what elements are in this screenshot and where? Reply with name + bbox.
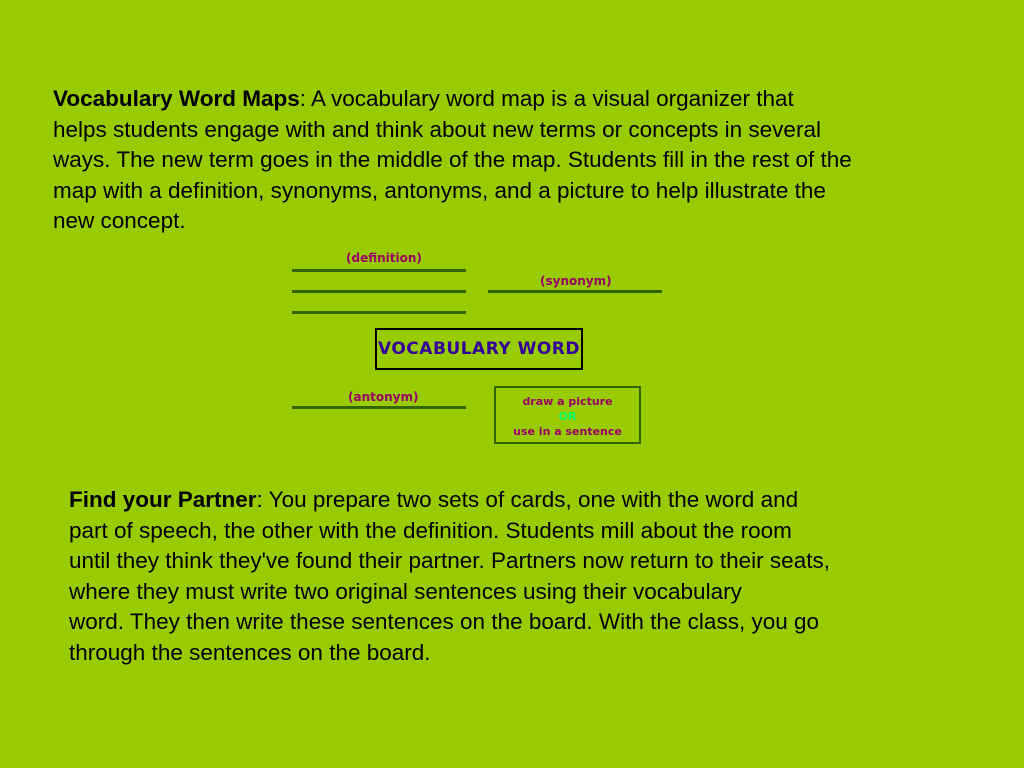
vocabulary-word-box: VOCABULARY WORD [375,328,583,370]
antonym-label: (antonym) [348,390,419,404]
vocabulary-word-maps-heading: Vocabulary Word Maps [53,86,300,111]
find-your-partner-paragraph [69,485,969,668]
or-label: OR [558,410,577,423]
paragraph-line: word. They then write these sentences on the board. With the class, you go [69,609,820,634]
definition-label: (definition) [346,251,422,265]
definition-line-1 [292,269,466,272]
paragraph-line: helps students engage with and think about new terms or concepts in several [53,116,821,142]
definition-line-2 [292,290,466,293]
paragraph-line: through the sentences on the board. [69,639,431,665]
paragraph-line: ways. The new term goes in the middle of the map. Students fill in the rest of the [53,147,852,172]
definition-line-3 [292,311,466,314]
draw-picture-label: draw a picture [522,395,613,408]
paragraph-line: where they must write two original sentences using their vocabulary [69,578,742,604]
paragraph-line: map with a definition, synonyms, antonyms, and a picture to help illustrate the [53,177,826,203]
synonym-line [488,290,662,293]
vocabulary-word-maps-paragraph [53,84,983,237]
paragraph-line: part of speech, the other with the definition. Students mill about the room [69,517,792,543]
paragraph-line: : You prepare two sets of cards, one with the word and [256,487,799,512]
use-in-sentence-label: use in a sentence [513,425,622,438]
synonym-label: (synonym) [540,274,612,288]
find-your-partner-heading: Find your Partner [69,487,257,512]
paragraph-line: new concept. [53,208,186,233]
paragraph-line: until they think they've found their partner. Partners now return to their seats, [69,548,830,573]
antonym-line [292,406,466,409]
picture-or-sentence-box [494,386,641,444]
paragraph-line: : A vocabulary word map is a visual organizer that [299,86,794,111]
